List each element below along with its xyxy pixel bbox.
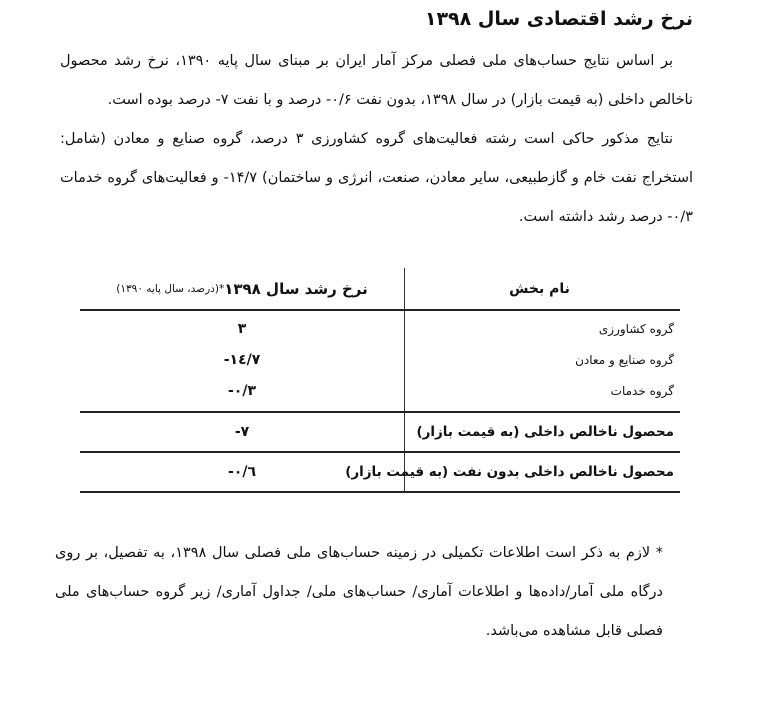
footnote: * لازم به ذکر است اطلاعات تکمیلی در زمینه حساب‌های ملی فصلی سال ۱۳۹۸، به تفصیل، بر روی درگاه ملی آمار/داده‌ها و اطلاعات آماری/ حساب‌های ملی/ جداول آماری/ زیر گروه حساب‌های ملی فصلی قابل مشاهده می‌باشد.	[55, 545, 663, 639]
header-growth-rate	[80, 268, 404, 309]
gdp-value: -۷	[234, 424, 250, 440]
gdp-non-oil-value: -۰/٦	[228, 464, 257, 480]
group-values	[80, 311, 404, 411]
table-group-rows	[80, 311, 680, 413]
group-names	[404, 311, 680, 411]
table-header-row	[80, 268, 680, 311]
table-row-value: -۱٤/۷	[223, 351, 261, 368]
table-row-name: گروه صنایع و معادن	[575, 352, 674, 367]
page-title: نرخ رشد اقتصادی سال ۱۳۹۸	[424, 8, 693, 30]
table-row-name: گروه خدمات	[610, 384, 674, 399]
table-row-value: ۳	[237, 320, 247, 337]
table-row-gdp	[80, 413, 680, 453]
header-sector-name: نام بخش	[404, 268, 680, 309]
header-growth-rate-main: نرخ رشد سال ۱۳۹۸	[224, 279, 368, 298]
header-growth-rate-note: *(درصد، سال پایه ۱۳۹۰)	[116, 282, 225, 295]
table-row-value: -۰/۳	[227, 383, 256, 400]
table-row-gdp-non-oil	[80, 453, 680, 493]
table-row-name: گروه کشاورزی	[598, 321, 674, 336]
paragraph-sector-growth: نتایج مذکور حاکی است رشته فعالیت‌های گروه کشاورزی ۳ درصد، گروه صنایع و معادن (شامل: استخراج نفت خام و گازطبیعی، سایر معادن، صنعت، انرژی و ساختمان) ۱۴/۷- و فعالیت‌های گروه خدمات ۰/۳- درصد رشد داشته است.	[60, 131, 694, 225]
gdp-name: محصول ناخالص داخلی (به قیمت بازار)	[404, 413, 680, 451]
gdp-non-oil-name: محصول ناخالص داخلی بدون نفت (به قیمت بازار)	[404, 453, 680, 491]
paragraph-gdp-growth: بر اساس نتایج حساب‌های ملی فصلی مرکز آمار ایران بر مبنای سال پایه ۱۳۹۰، نرخ رشد محصول ناخالص داخلی (به قیمت بازار) در سال ۱۳۹۸، بدون نفت ۰/۶- درصد و با نفت ۷- درصد بوده است.	[60, 53, 693, 108]
growth-rate-table	[80, 268, 680, 493]
